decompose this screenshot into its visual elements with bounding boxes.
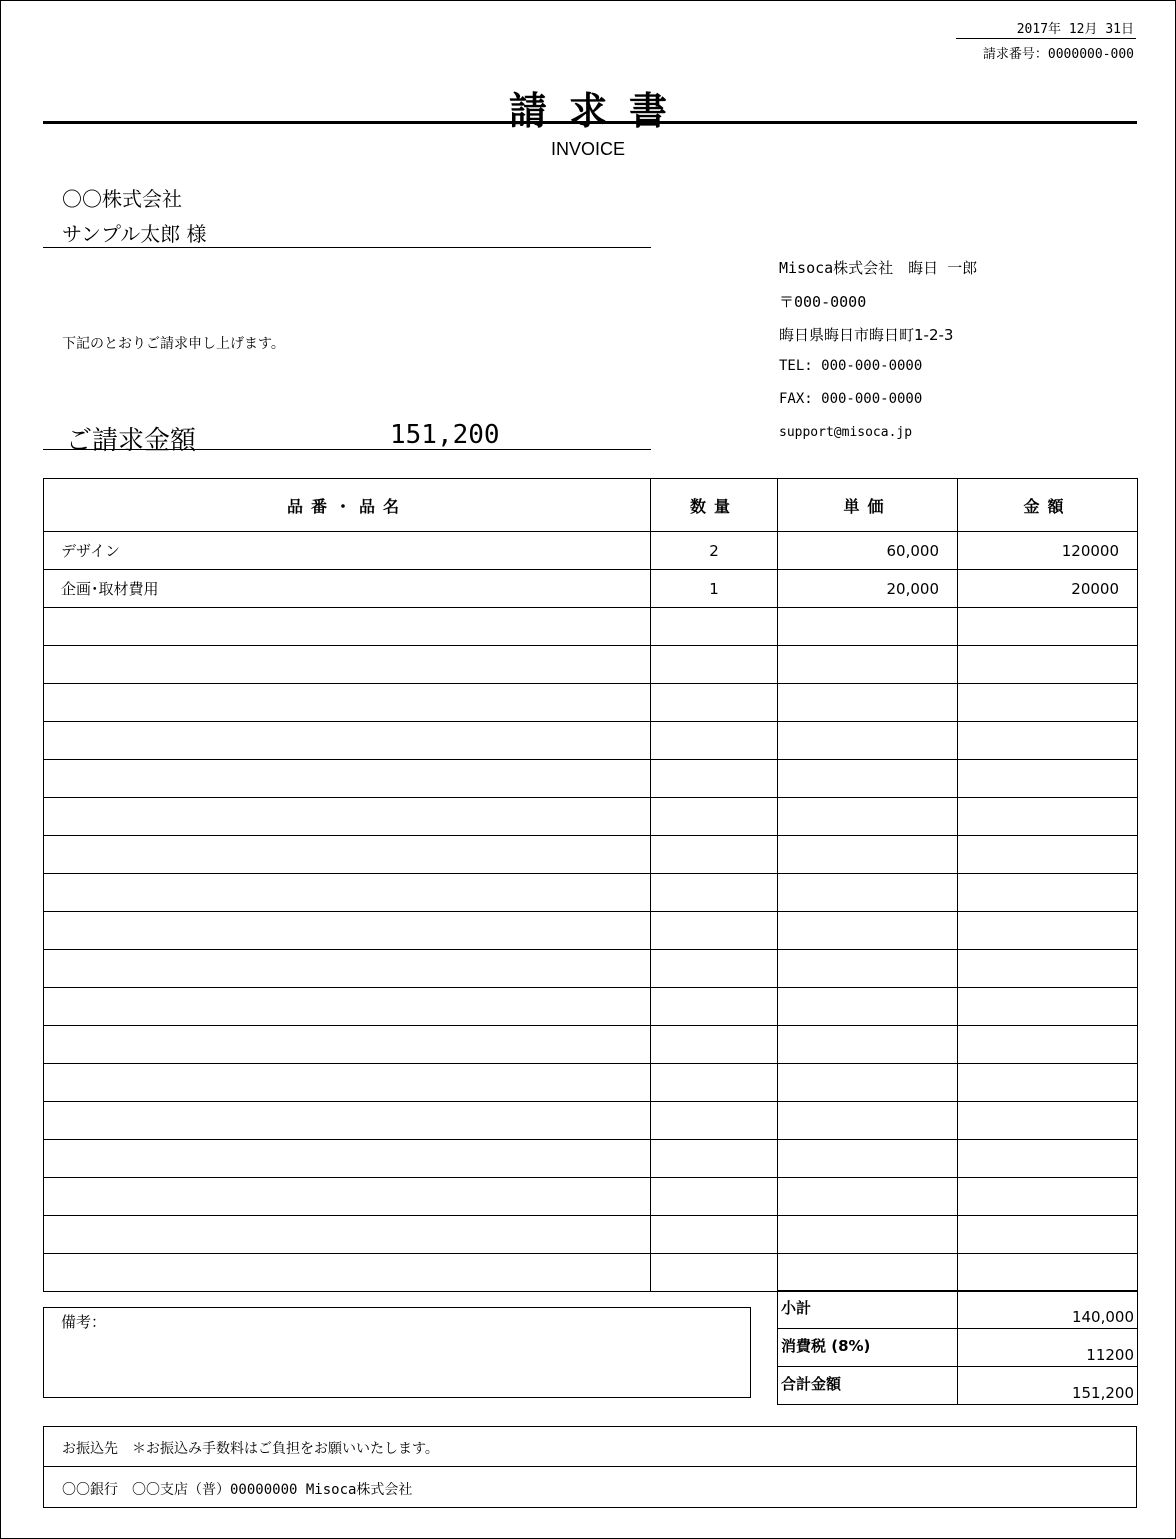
table-row	[44, 1140, 1138, 1178]
table-row	[44, 1064, 1138, 1102]
item-unit-price-cell	[778, 1140, 958, 1178]
item-amount-cell: 120000	[958, 532, 1138, 570]
item-name-cell	[44, 912, 651, 950]
item-name-cell	[44, 1178, 651, 1216]
item-name-cell	[44, 836, 651, 874]
remarks-box	[43, 1307, 751, 1398]
billing-amount-value: 151,200	[390, 420, 500, 450]
item-unit-price-cell	[778, 1064, 958, 1102]
table-row	[44, 988, 1138, 1026]
totals-table	[777, 1290, 1138, 1405]
subtotal-row	[778, 1291, 1138, 1329]
item-unit-price-cell	[778, 988, 958, 1026]
item-unit-price-cell	[778, 722, 958, 760]
item-name-cell	[44, 1254, 651, 1292]
table-row	[44, 1254, 1138, 1292]
item-unit-price-cell	[778, 912, 958, 950]
items-header-row	[44, 479, 1138, 532]
table-row	[44, 1102, 1138, 1140]
client-company: 〇〇株式会社	[62, 187, 182, 211]
item-amount-cell: 20000	[958, 570, 1138, 608]
item-unit-price-cell: 60,000	[778, 532, 958, 570]
item-name-cell	[44, 950, 651, 988]
table-row	[44, 760, 1138, 798]
sender-postal-code: 〒000-0000	[779, 293, 867, 311]
item-quantity-cell	[651, 988, 778, 1026]
header-quantity: 数量	[651, 479, 778, 532]
item-unit-price-cell	[778, 1178, 958, 1216]
date-divider	[956, 38, 1136, 39]
bank-divider	[44, 1466, 1136, 1467]
item-quantity-cell	[651, 874, 778, 912]
item-quantity-cell	[651, 1216, 778, 1254]
item-unit-price-cell	[778, 1216, 958, 1254]
item-unit-price-cell: 20,000	[778, 570, 958, 608]
items-table	[43, 478, 1138, 1292]
table-row	[44, 1216, 1138, 1254]
item-quantity-cell	[651, 1102, 778, 1140]
item-amount-cell	[958, 1140, 1138, 1178]
client-divider	[43, 247, 651, 248]
tax-label: 消費税 (8%)	[778, 1329, 958, 1367]
item-quantity-cell	[651, 798, 778, 836]
item-name-cell	[44, 1216, 651, 1254]
title-divider	[43, 121, 1137, 124]
table-row	[44, 646, 1138, 684]
item-amount-cell	[958, 608, 1138, 646]
item-name-cell: 企画･取材費用	[44, 570, 651, 608]
sender-fax: FAX: 000-000-0000	[779, 391, 923, 407]
item-quantity-cell	[651, 912, 778, 950]
item-name-cell	[44, 874, 651, 912]
sender-name: Misoca株式会社 晦日 一郎	[779, 259, 978, 277]
item-amount-cell	[958, 1102, 1138, 1140]
sender-address: 晦日県晦日市晦日町1-2-3	[779, 326, 954, 344]
item-quantity-cell	[651, 836, 778, 874]
document-title: 請求書	[508, 89, 689, 133]
item-unit-price-cell	[778, 950, 958, 988]
item-quantity-cell	[651, 1254, 778, 1292]
item-quantity-cell	[651, 684, 778, 722]
item-unit-price-cell	[778, 760, 958, 798]
item-unit-price-cell	[778, 1102, 958, 1140]
item-name-cell	[44, 1140, 651, 1178]
item-amount-cell	[958, 950, 1138, 988]
table-row	[44, 836, 1138, 874]
table-row	[44, 798, 1138, 836]
item-name-cell	[44, 760, 651, 798]
item-quantity-cell	[651, 608, 778, 646]
item-amount-cell	[958, 722, 1138, 760]
item-name-cell	[44, 988, 651, 1026]
item-amount-cell	[958, 1178, 1138, 1216]
header-amount: 金額	[958, 479, 1138, 532]
table-row	[44, 570, 1138, 608]
item-amount-cell	[958, 684, 1138, 722]
item-amount-cell	[958, 988, 1138, 1026]
item-name-cell	[44, 646, 651, 684]
item-unit-price-cell	[778, 1254, 958, 1292]
item-amount-cell	[958, 1026, 1138, 1064]
item-name-cell	[44, 1102, 651, 1140]
table-row	[44, 722, 1138, 760]
remarks-label: 備考：	[61, 1313, 107, 1331]
document-subtitle: INVOICE	[550, 139, 625, 159]
table-row	[44, 684, 1138, 722]
subtotal-label: 小計	[778, 1291, 958, 1329]
item-unit-price-cell	[778, 646, 958, 684]
table-row	[44, 912, 1138, 950]
item-amount-cell	[958, 1216, 1138, 1254]
item-quantity-cell: 2	[651, 532, 778, 570]
table-row	[44, 532, 1138, 570]
item-quantity-cell: 1	[651, 570, 778, 608]
item-unit-price-cell	[778, 684, 958, 722]
item-amount-cell	[958, 1064, 1138, 1102]
bank-account: 〇〇銀行 〇〇支店（普）00000000 Misoca株式会社	[62, 1482, 413, 1498]
billing-amount-label: ご請求金額	[66, 426, 197, 456]
amount-divider	[43, 449, 651, 450]
tax-value: 11200	[958, 1329, 1138, 1367]
item-amount-cell	[958, 912, 1138, 950]
item-unit-price-cell	[778, 874, 958, 912]
item-quantity-cell	[651, 1026, 778, 1064]
item-amount-cell	[958, 836, 1138, 874]
item-unit-price-cell	[778, 608, 958, 646]
item-amount-cell	[958, 798, 1138, 836]
header-unit-price: 単価	[778, 479, 958, 532]
table-row	[44, 1178, 1138, 1216]
item-quantity-cell	[651, 760, 778, 798]
item-name-cell	[44, 608, 651, 646]
total-label: 合計金額	[778, 1367, 958, 1405]
invoice-number: 請求番号：0000000-000	[982, 47, 1134, 62]
total-row	[778, 1367, 1138, 1405]
item-name-cell	[44, 1064, 651, 1102]
total-value: 151,200	[958, 1367, 1138, 1405]
item-quantity-cell	[651, 1064, 778, 1102]
item-name-cell	[44, 684, 651, 722]
item-quantity-cell	[651, 950, 778, 988]
item-quantity-cell	[651, 1140, 778, 1178]
item-amount-cell	[958, 760, 1138, 798]
bank-info-box	[43, 1426, 1137, 1508]
intro-text: 下記のとおりご請求申し上げます。	[62, 336, 285, 352]
table-row	[44, 950, 1138, 988]
item-quantity-cell	[651, 1178, 778, 1216]
item-name-cell	[44, 1026, 651, 1064]
item-amount-cell	[958, 646, 1138, 684]
bank-heading: お振込先 ＊お振込み手数料はご負担をお願いいたします。	[62, 1441, 439, 1457]
item-quantity-cell	[651, 646, 778, 684]
item-unit-price-cell	[778, 798, 958, 836]
item-name-cell	[44, 798, 651, 836]
table-row	[44, 874, 1138, 912]
item-name-cell	[44, 722, 651, 760]
sender-tel: TEL: 000-000-0000	[779, 358, 923, 374]
item-quantity-cell	[651, 722, 778, 760]
item-amount-cell	[958, 874, 1138, 912]
client-person: サンプル太郎 様	[62, 222, 207, 246]
table-row	[44, 1026, 1138, 1064]
item-name-cell: デザイン	[44, 532, 651, 570]
sender-email: support@misoca.jp	[779, 425, 913, 440]
header-item-name: 品番・品名	[44, 479, 651, 532]
table-row	[44, 608, 1138, 646]
item-amount-cell	[958, 1254, 1138, 1292]
item-unit-price-cell	[778, 1026, 958, 1064]
issue-date: 2017年 12月 31日	[1016, 22, 1134, 37]
subtotal-value: 140,000	[958, 1291, 1138, 1329]
tax-row	[778, 1329, 1138, 1367]
item-unit-price-cell	[778, 836, 958, 874]
